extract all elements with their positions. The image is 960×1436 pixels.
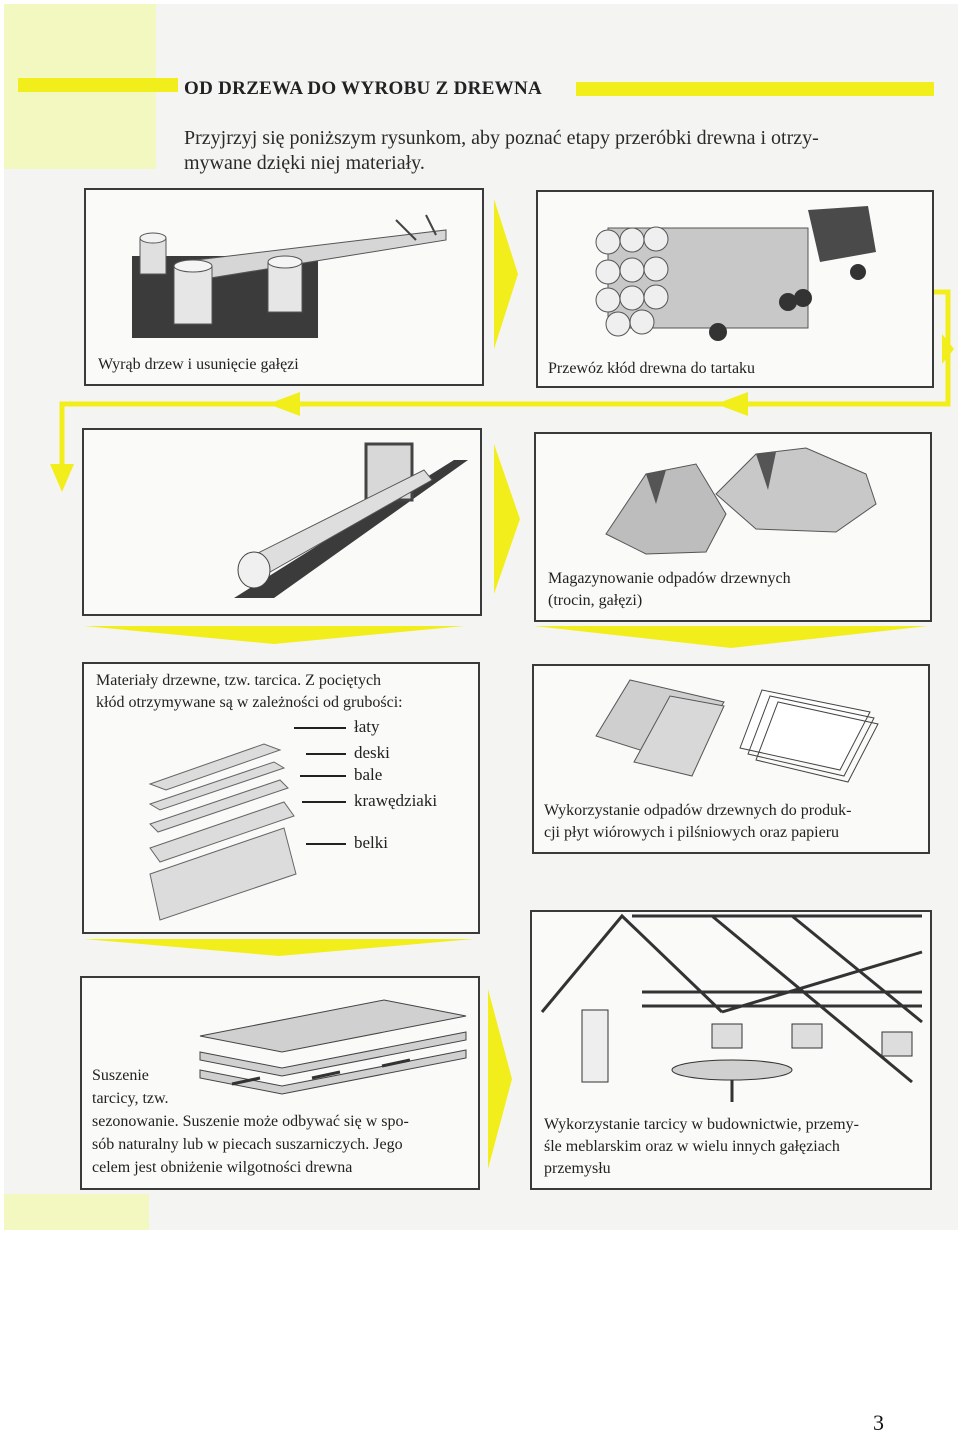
waste-storage-caption (548, 568, 791, 612)
arrow-right-2 (494, 444, 520, 594)
drying-caption (92, 1064, 409, 1179)
lumber-caption-line-1: Materiały drzewne, tzw. tarcica. Z pociętych (96, 672, 382, 689)
roof-interior-illustration (532, 912, 930, 1102)
transport-caption: Przewóz kłód drewna do tartaku (548, 360, 756, 377)
waste-storage-caption-line-1: Magazynowanie odpadów drzewnych (548, 570, 791, 587)
page-title: OD DRZEWA DO WYROBU Z DREWNA (184, 78, 543, 99)
waste-use-caption (544, 800, 851, 844)
page-number: 3 (873, 1410, 884, 1435)
scanned-page (4, 4, 958, 1230)
arrow-right-1 (494, 199, 518, 349)
lumber-caption-line-2: kłód otrzymywane są w zależności od grubości: (96, 694, 403, 711)
construction-caption-line-2: śle meblarskim oraz w wielu innych gałęziach (544, 1138, 840, 1155)
intro-line-2: mywane dzięki niej materiały. (184, 152, 425, 174)
drying-caption-line-5: celem jest obniżenie wilgotności drewna (92, 1159, 353, 1176)
lumber-type-belki: belki (354, 833, 388, 852)
panel-waste-storage (534, 432, 932, 622)
lumber-type-krawedziaki: krawędziaki (354, 791, 438, 810)
drying-caption-line-1: Suszenie (92, 1067, 149, 1084)
waste-use-caption-line-2: cji płyt wiórowych i pilśniowych oraz papieru (544, 824, 840, 841)
felling-caption: Wyrąb drzew i usunięcie gałęzi (98, 356, 299, 373)
arrow-down-1 (50, 464, 74, 492)
lumber-type-laty: łaty (354, 717, 380, 736)
sawdust-piles-illustration (536, 434, 930, 564)
panel-construction (530, 910, 932, 1190)
log-truck-illustration (538, 192, 932, 342)
drying-caption-line-3: sezonowanie. Suszenie może odbywać się w spo- (92, 1113, 409, 1130)
band-arrow-3 (84, 939, 474, 956)
band-arrow-1 (84, 626, 464, 644)
arrow-right-3 (488, 989, 512, 1169)
sawmill-illustration (84, 430, 480, 614)
drying-caption-line-4: sób naturalny lub w piecach suszarniczych. Jego (92, 1136, 403, 1153)
waste-use-caption-line-1: Wykorzystanie odpadów drzewnych do produk- (544, 802, 852, 819)
drying-caption-line-2: tarcicy, tzw. (92, 1090, 169, 1107)
arrow-left-2 (716, 392, 748, 416)
intro-line-1: Przyjrzyj się poniższym rysunkom, aby poznać etapy przeróbki drewna i otrzy- (184, 127, 819, 149)
felling-illustration (86, 190, 482, 340)
lumber-type-deski: deski (354, 743, 390, 762)
lumber-type-bale: bale (354, 765, 383, 784)
construction-caption-line-3: przemysłu (544, 1160, 611, 1177)
construction-caption-line-1: Wykorzystanie tarcicy w budownictwie, przemy- (544, 1116, 859, 1133)
waste-storage-caption-line-2: (trocin, gałęzi) (548, 592, 643, 609)
panel-sawing (82, 428, 482, 616)
panel-transport (536, 190, 934, 388)
panel-waste-use (532, 664, 930, 854)
boards-paper-illustration (534, 666, 928, 796)
band-arrow-2 (534, 626, 928, 648)
construction-caption (544, 1114, 859, 1180)
panel-drying (80, 976, 480, 1190)
panel-felling (84, 188, 484, 386)
arrow-left-1 (268, 392, 300, 416)
panel-lumber (82, 662, 480, 934)
